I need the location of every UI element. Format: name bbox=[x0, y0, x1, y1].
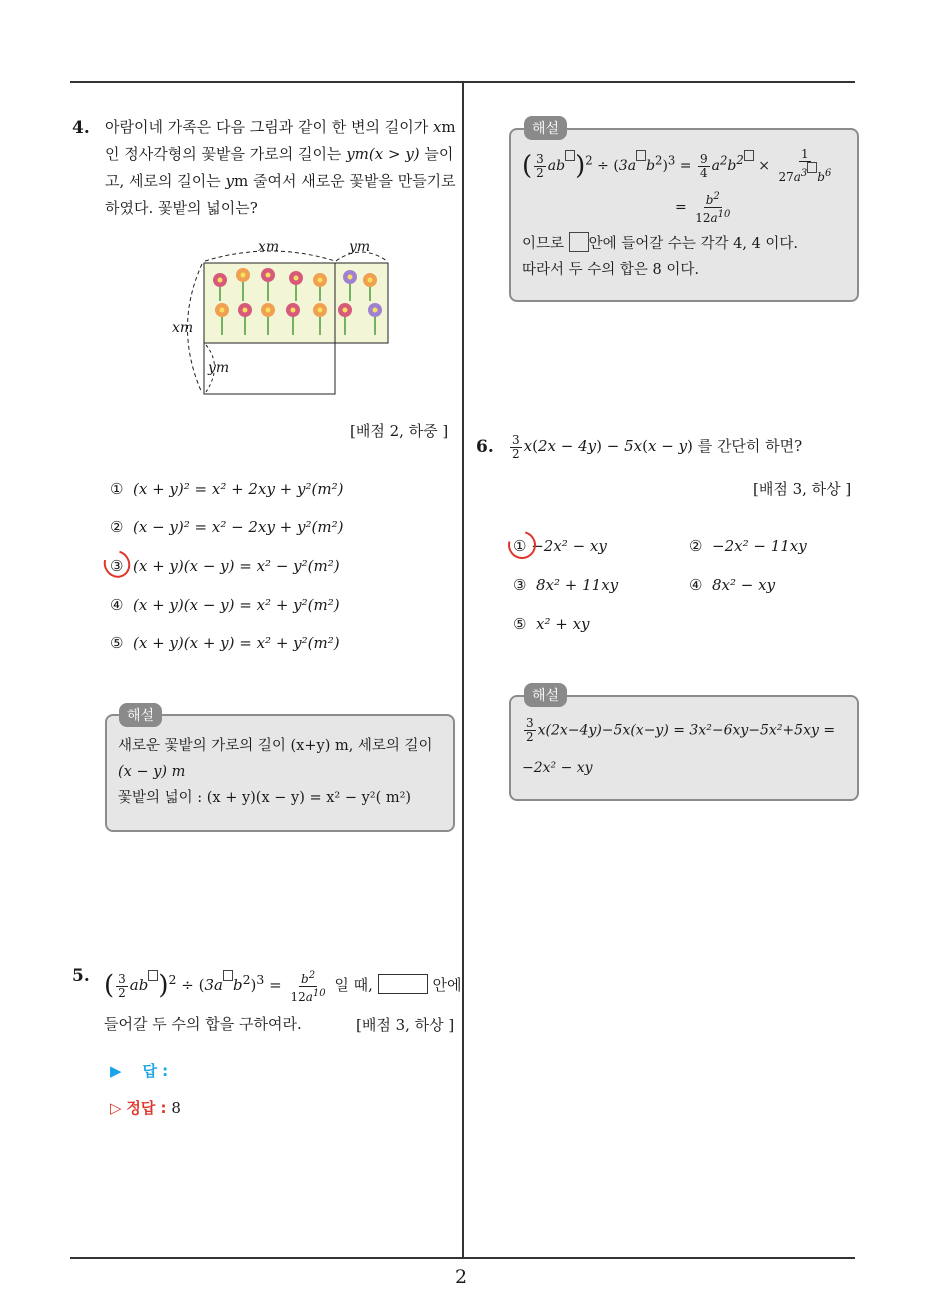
play-icon: ▶ bbox=[110, 1062, 122, 1080]
fig-label-inner-y: ym bbox=[208, 360, 230, 376]
q6-choice-2[interactable]: ② −2x² − 11xy bbox=[689, 537, 807, 555]
correct-answer-row: ▷ 정답 : 8 bbox=[110, 1099, 181, 1117]
answer-row: ▶ 답 : bbox=[110, 1062, 169, 1080]
page-number: 2 bbox=[455, 1266, 468, 1288]
q4-explanation-text: 새로운 꽃밭의 가로의 길이 (x+y) m, 세로의 길이 (x − y) m 꽃밭의 넓이 : (x + y)(x − y) = x² − y²( m²) bbox=[118, 738, 433, 806]
q5-blank-box bbox=[378, 974, 428, 994]
q6-explanation-line2: −2x² − xy bbox=[522, 760, 593, 776]
q5-number: 5. bbox=[72, 966, 90, 986]
garden-figure bbox=[165, 235, 395, 400]
q6-number: 6. bbox=[476, 437, 494, 457]
q6-score: [배점 3, 하상 ] bbox=[753, 480, 852, 498]
q4-choice-5[interactable]: ⑤ (x + y)(x + y) = x² + y²(m²) bbox=[110, 634, 340, 652]
q4-answer-mark bbox=[99, 545, 136, 582]
fig-label-top-y: ym bbox=[349, 239, 371, 255]
q6-stem: $\frac{3}{2}$ x(2x − 4y) − 5x(x − y) 를 간단히 하면? bbox=[512, 432, 803, 461]
bottom-rule bbox=[70, 1257, 855, 1259]
q5-line2: 들어갈 두 수의 합을 구하여라. bbox=[104, 1015, 302, 1033]
q6-explanation-box bbox=[509, 695, 859, 801]
q5-explanation-eq2: = $\frac{b^2}{12a^{10}}$ bbox=[675, 191, 731, 225]
q4-choice-3[interactable]: ③ (x + y)(x − y) = x² − y²(m²) bbox=[110, 557, 340, 575]
q5-expression: ( $\frac{3}{2}$ ab )$^2$ ÷ (3a $b^2)^3$ = $\frac{b^2}{12a^{10}}$ bbox=[104, 969, 326, 1004]
q4-choice-1[interactable]: ① (x + y)² = x² + 2xy + y²(m²) bbox=[110, 480, 344, 498]
q6-choice-5[interactable]: ⑤ x² + xy bbox=[513, 615, 590, 633]
blank-square-icon bbox=[569, 232, 589, 252]
q4-score: [배점 2, 하중 ] bbox=[350, 422, 449, 440]
q5-explanation-text: 이므로 안에 들어갈 수는 각각 4, 4 이다. 따라서 두 수의 합은 8 이다. bbox=[522, 231, 798, 283]
q6-choice-4[interactable]: ④ 8x² − xy bbox=[689, 576, 776, 594]
q4-stem: 아람이네 가족은 다음 그림과 같이 한 변의 길이가 xm 인 정사각형의 꽃밭을 가로의 길이는 ym(x > y) 늘이 고, 세로의 길이는 ym 줄여서 새로운 꽃밭을 만들기로 하였다. 꽃밭의 넓이는? bbox=[105, 118, 456, 217]
q6-choice-1[interactable]: ① −2x² − xy bbox=[513, 537, 607, 555]
q5-stem: ( $\frac{3}{2}$ ab )$^2$ ÷ (3a $b^2)^3$ = $\frac{b^2}{12a^{10}}$ 일 때, 안에 bbox=[104, 969, 462, 1004]
q4-choice-2[interactable]: ② (x − y)² = x² − 2xy + y²(m²) bbox=[110, 518, 344, 536]
q6-explanation-tag: 해설 bbox=[524, 683, 567, 707]
q5-explanation-eq: ( $\frac{3}{2}$ ab )$^2$ ÷ (3a $b^2)^3$ = $\frac{9}{4}$ $a^2b^2$ × $\frac{1}{27a^3 b^6}$ bbox=[522, 147, 832, 184]
q4-number: 4. bbox=[72, 118, 90, 138]
q4-choice-4[interactable]: ④ (x + y)(x − y) = x² + y²(m²) bbox=[110, 596, 340, 614]
fig-label-top-x: xm bbox=[258, 239, 280, 255]
fig-label-left-x: xm bbox=[172, 320, 194, 336]
q6-explanation-line1: $\frac{3}{2}$ x(2x−4y)−5x(x−y) = 3x²−6xy−5x²+5xy = bbox=[526, 716, 836, 744]
q6-answer-mark bbox=[503, 526, 541, 564]
q5-explanation-tag: 해설 bbox=[524, 116, 567, 140]
q6-choice-3[interactable]: ③ 8x² + 11xy bbox=[513, 576, 619, 594]
q5-score: [배점 3, 하상 ] bbox=[356, 1016, 455, 1034]
outline-play-icon: ▷ bbox=[110, 1099, 122, 1117]
q4-explanation-tag: 해설 bbox=[119, 703, 162, 727]
column-divider bbox=[462, 83, 464, 1258]
